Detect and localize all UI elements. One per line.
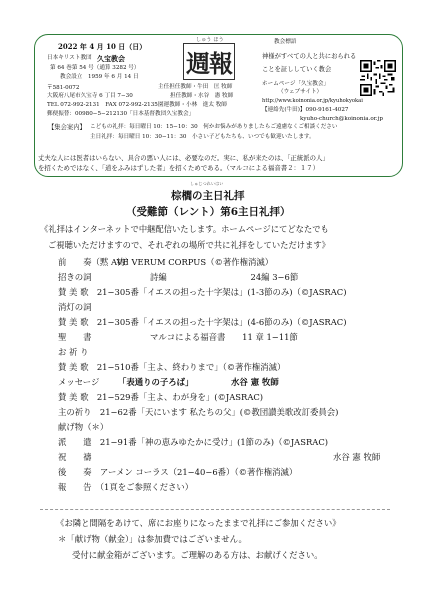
- pastor-nursery: 園運教師・小林 進太 牧師: [158, 102, 227, 108]
- title-ruby: しゅじつれいはい: [190, 181, 224, 186]
- footer-line2: ＊「献げ物（献金）」は参加費ではございません。: [58, 534, 247, 544]
- order-item-label: 献げ物（＊）: [58, 422, 109, 432]
- pastor-assoc: 担任教師・水谷 憲 牧師: [170, 93, 234, 99]
- order-item-detail: 「表通りの子ろば」 水谷 憲 牧師: [118, 377, 279, 387]
- order-item-label: 賛 美 歌 21−510番「主よ、終わりまで」（©著作権消滅）: [58, 362, 286, 372]
- order-item-label: 報 告 （1頁をご参照ください）: [58, 482, 194, 492]
- order-item-label: 聖 書: [58, 332, 92, 342]
- postal-code: 〒581-0072: [47, 85, 80, 91]
- order-item-detail: マルコによる福音書 11 章 1−11節: [150, 332, 298, 342]
- order-item-label: 派 遣 21−91番「神の恵みゆたかに受け」(1節のみ)（©JASRAC): [58, 437, 328, 447]
- issue-date: 2022 年 4 月 10 日（日）: [58, 42, 147, 51]
- order-item-label: 招きの詞: [58, 272, 92, 282]
- gathering-line2: 主日礼拝：毎日曜日 10：30−11：30 小さい子どもたちも、いつでも歓迎いたします。: [90, 134, 315, 140]
- motto-line1: 神様がすべての人と共におられる: [262, 53, 357, 60]
- pastor-main: 主任担任教師・牛田 匡 牧師: [158, 84, 233, 90]
- org-label: 日本キリスト教団: [47, 55, 92, 61]
- order-item-label: 賛 美 歌 21−529番「主よ、わが身を」(©JASRAC): [58, 392, 264, 402]
- divider: [40, 509, 390, 510]
- service-title: 棕櫚の主日礼拝: [171, 190, 245, 202]
- order-item-label: 祝 禱: [58, 452, 92, 462]
- order-item-label: 主の祈り 21−62番「天にいます 私たちの父」(©教団讃美歌改訂委員会): [58, 407, 339, 417]
- order-item-label: 賛 美 歌 21−305番「イエスの担った十字架は」(1-3節のみ)（©JASRAC): [58, 287, 347, 297]
- address: 大阪府八尾市久宝寺 6 丁目 7−30: [47, 93, 133, 99]
- qr-code-icon: [360, 60, 396, 96]
- order-item-detail: AVE VERUM CORPUS（©著作権消滅）: [111, 257, 274, 267]
- order-item-label: 前 奏（黙 祷）: [58, 257, 134, 267]
- footer-line1: 《お隣と間隔をあけて、席にお座りになったままで礼拝にご参加ください》: [56, 518, 341, 528]
- masthead-ruby: しゅう ほう: [196, 37, 224, 43]
- intro-line1: 《礼拝はインターネットで中継配信いたします。ホームページにてどなたでも: [40, 224, 329, 234]
- scripture-line2: を招くためではなく、「道をふみはずした者」を招くためである。（マルコによる福音書２：１７）: [38, 164, 320, 172]
- masthead-title: 週報: [183, 43, 235, 80]
- order-item-detail: 詩編 24編 3−6節: [150, 272, 299, 282]
- website-url[interactable]: http://www.koinonia.or.jp/kyuhokyokai: [262, 98, 363, 104]
- founded-date: 教会設立 1959 年 6 月 14 日: [60, 74, 139, 80]
- issue-number: 第 64 巻第 54 号（通算 3282 号）: [50, 65, 140, 71]
- motto-line2: ことを証ししていく教会: [262, 66, 332, 73]
- order-item-label: 賛 美 歌 21−305番「イエスの担った十字架は」(4-6節のみ)（©JASRAC): [58, 317, 347, 327]
- service-subtitle: （受難節（レント）第6主日礼拝）: [126, 206, 291, 218]
- postal-transfer: 郵便振替：00980−5−212130「日本基督教団久宝教会」: [47, 111, 195, 117]
- gathering-line1: こどもの礼拝：毎日曜日 10：15−10：30 何かお悩みがありましたらご遠慮なくご相談ください: [90, 124, 338, 130]
- contact-phone: 【連絡先(牛田)】090-9161-4027: [262, 107, 349, 113]
- order-item-label: 消灯の詞: [58, 302, 92, 312]
- gathering-label: 【集会案内】: [48, 124, 86, 131]
- intro-line2: ご視聴いただけますので、それぞれの場所で共に礼拝をしていただけます》: [48, 240, 330, 250]
- order-item-label: お 祈 り: [58, 347, 89, 357]
- motto-label: 教会標語: [274, 39, 297, 45]
- order-item-label: メッセージ: [58, 377, 100, 387]
- church-name: 久宝教会: [97, 54, 125, 63]
- tel-fax: TEL 072-992-2131 FAX 072-992-2135: [47, 102, 158, 108]
- footer-line3: 受付に献金箱がございます。ご理解のある方は、お献げください。: [72, 550, 323, 560]
- scripture-line1: 丈夫な人には医者はいらない、具合の悪い人には、必要なのだ。実に、私が来たのは、「正統派の人」: [38, 154, 329, 162]
- homepage-sub: （ウェブサイト）: [278, 89, 323, 95]
- order-item-detail: 水谷 憲 牧師: [333, 452, 381, 462]
- homepage-label: ホームページ「久宝教会」: [262, 81, 330, 87]
- contact-email[interactable]: kyuho-church@koinonia.or.jp: [300, 116, 383, 122]
- order-item-label: 後 奏 アーメン コーラス（21−40−6番）（©著作権消滅）: [58, 467, 298, 477]
